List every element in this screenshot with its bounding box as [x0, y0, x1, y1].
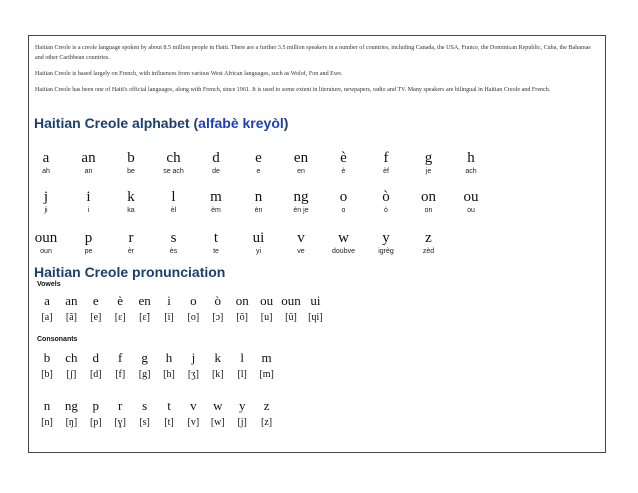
vowel-letter: è [117, 293, 124, 308]
alphabet-letter-name: ka [127, 207, 135, 214]
alphabet-letter: ng [293, 189, 309, 205]
consonant-ipa: [t] [164, 417, 174, 428]
consonant-ipa: [k] [211, 369, 224, 380]
vowel-ipa: [õ] [236, 312, 249, 323]
alphabet-cell [409, 230, 449, 256]
alphabet-cell [366, 150, 406, 176]
consonants-label: Consonants [37, 336, 78, 343]
consonant-letter: h [165, 350, 173, 365]
consonant-letter: l [240, 350, 244, 365]
alphabet-cell [324, 150, 364, 176]
vowel-ipa: [ɛ] [114, 312, 126, 323]
alphabet-letter: t [213, 230, 219, 246]
consonant-ipa: [z] [261, 417, 273, 428]
alphabet-letter-name: èl [170, 207, 177, 214]
vowel-ipa: [o] [187, 312, 200, 323]
vowel-letter: e [92, 293, 99, 308]
alphabet-letter-name: pe [84, 248, 93, 255]
alphabet-letter: oun [34, 230, 58, 246]
alphabet-letter: a [42, 150, 50, 166]
alphabet-cell [111, 150, 151, 176]
alphabet-letter: e [255, 150, 262, 166]
alphabet-letter-name: èr [127, 248, 135, 255]
alphabet-cell [324, 230, 364, 256]
consonant-letter: n [43, 398, 51, 413]
consonant-ipa: [v] [187, 417, 200, 428]
alphabet-cell [281, 230, 321, 256]
alphabet-cell [196, 189, 236, 215]
consonant-letter: t [167, 398, 171, 413]
vowel-ipa: [ã] [65, 312, 77, 323]
alphabet-letter-name: è [341, 168, 346, 175]
alphabet-cell [154, 150, 194, 176]
vowel-letter: ui [310, 293, 321, 308]
consonant-ipa: [w] [210, 417, 225, 428]
alphabet-letter-name: ès [169, 248, 178, 255]
alphabet-heading-native: alfabè kreyòl [198, 115, 284, 131]
alphabet-cell [239, 230, 279, 256]
alphabet-letter: i [86, 189, 91, 205]
alphabet-cell [281, 150, 321, 176]
alphabet-letter-name: ah [42, 168, 50, 175]
vowel-ipa: [a] [41, 312, 53, 323]
alphabet-cell [26, 230, 66, 256]
vowel-letter: i [167, 293, 171, 308]
alphabet-letter: g [424, 150, 433, 166]
alphabet-letter: p [84, 230, 93, 246]
vowel-ipa: [ũ] [285, 312, 297, 323]
alphabet-letter-name: igrèg [378, 248, 394, 255]
alphabet-cell [69, 189, 109, 215]
consonant-letter: b [43, 350, 51, 365]
alphabet-letter: è [340, 150, 347, 166]
consonant-ipa: [h] [163, 369, 175, 380]
alphabet-letter-name: on [424, 207, 433, 214]
alphabet-letter-name: te [213, 248, 219, 255]
vowel-letter: en [138, 293, 151, 308]
vowels-label: Vowels [37, 281, 61, 288]
consonant-letter: ng [64, 398, 78, 413]
alphabet-letter-name: e [256, 168, 261, 175]
alphabet-letter-name: èn je [293, 207, 309, 214]
alphabet-letter: on [421, 189, 436, 205]
vowel-letter: an [65, 293, 78, 308]
consonant-letter: s [142, 398, 148, 413]
alphabet-letter: ou [463, 189, 479, 205]
consonant-cell [253, 350, 281, 381]
alphabet-letter-name: se ach [163, 168, 184, 175]
vowel-letter: o [190, 293, 197, 308]
alphabet-cell [324, 189, 364, 215]
alphabet-letter-name: ve [297, 248, 305, 255]
vowel-letter: a [44, 293, 50, 308]
pronunciation-heading: Haitian Creole pronunciation [34, 264, 226, 280]
consonant-ipa: [ɣ] [114, 417, 127, 428]
consonant-ipa: [s] [139, 417, 150, 428]
consonant-letter: y [238, 398, 246, 413]
consonant-ipa: [b] [41, 369, 53, 380]
alphabet-letter: j [43, 189, 49, 205]
alphabet-letter: b [127, 150, 135, 166]
alphabet-letter: k [127, 189, 135, 205]
alphabet-letter-name: yi [255, 248, 262, 255]
alphabet-cell [366, 230, 406, 256]
consonant-letter: j [191, 350, 196, 365]
consonant-ipa: [m] [259, 369, 274, 380]
alphabet-heading-suffix: ) [283, 115, 289, 131]
alphabet-cell [409, 150, 449, 176]
alphabet-letter-name: je [425, 168, 432, 175]
alphabet-cell [69, 230, 109, 256]
alphabet-letter: ui [252, 230, 265, 246]
vowel-ipa: [e] [90, 312, 102, 323]
alphabet-letter: m [210, 189, 222, 205]
document-frame [28, 35, 606, 453]
alphabet-cell [366, 189, 406, 215]
alphabet-letter-name: be [127, 168, 135, 175]
alphabet-cell [451, 189, 491, 215]
consonant-ipa: [f] [115, 369, 126, 380]
alphabet-cell [239, 150, 279, 176]
consonant-ipa: [l] [237, 369, 247, 380]
consonant-letter: g [141, 350, 148, 365]
consonant-letter: d [92, 350, 100, 365]
alphabet-cell [26, 189, 66, 215]
consonant-ipa: [ʃ] [66, 369, 77, 380]
intro-paragraph: Haitian Creole is a creole language spoken by about 8.5 million people in Haiti. There are a further 3.5 million speakers in a number of countries, including Canada, the USA, France, the Dominican Republic, Cuba, the Bahamas and other Caribbean countries. [35, 45, 591, 61]
alphabet-cell [196, 230, 236, 256]
alphabet-cell [111, 230, 151, 256]
alphabet-letter-name: èm [211, 207, 221, 214]
alphabet-letter: d [212, 150, 220, 166]
alphabet-cell [239, 189, 279, 215]
alphabet-heading-prefix: Haitian Creole alphabet ( [34, 115, 199, 131]
alphabet-letter: ò [382, 189, 390, 205]
consonant-ipa: [n] [41, 417, 53, 428]
consonant-cell [253, 398, 281, 429]
consonant-letter: v [190, 398, 197, 413]
alphabet-letter-name: doubve [332, 248, 355, 255]
vowel-ipa: [i] [164, 312, 174, 323]
consonant-letter: f [118, 350, 123, 365]
consonant-ipa: [j] [237, 417, 247, 428]
origin-paragraph: Haitian Creole is based largely on French, with influences from various West African languages, such as Wolof, Fon and Ewe. [35, 71, 343, 77]
vowel-letter: ou [260, 293, 274, 308]
alphabet-letter: an [81, 150, 96, 166]
vowel-ipa: [ɔ] [212, 312, 224, 323]
alphabet-letter: w [338, 230, 349, 246]
alphabet-letter: en [293, 150, 309, 166]
alphabet-cell [69, 150, 109, 176]
vowel-ipa: [ɥi] [308, 312, 323, 323]
alphabet-letter: o [339, 189, 348, 205]
alphabet-letter: l [171, 189, 176, 205]
consonant-letter: m [261, 350, 272, 365]
consonant-letter: r [118, 398, 123, 413]
consonant-ipa: [ŋ] [65, 417, 78, 428]
alphabet-letter-name: de [212, 168, 220, 175]
alphabet-letter: n [254, 189, 263, 205]
consonant-letter: w [213, 398, 223, 413]
consonant-ipa: [p] [89, 417, 102, 428]
alphabet-cell [26, 150, 66, 176]
alphabet-cell [111, 189, 151, 215]
alphabet-letter: r [128, 230, 134, 246]
consonant-ipa: [d] [89, 369, 102, 380]
vowel-letter: oun [281, 293, 301, 308]
alphabet-letter-name: ò [384, 207, 388, 214]
consonant-ipa: [g] [138, 369, 151, 380]
vowel-cell [301, 293, 329, 324]
alphabet-letter-name: i [87, 207, 90, 214]
alphabet-letter-name: èn [254, 207, 263, 214]
alphabet-heading [34, 115, 288, 131]
vowel-ipa: [u] [260, 312, 273, 323]
consonant-letter: z [263, 398, 270, 413]
alphabet-letter: h [467, 150, 475, 166]
vowel-ipa: [ɛ̃] [139, 312, 151, 323]
alphabet-letter-name: o [341, 207, 346, 214]
alphabet-letter: v [297, 230, 305, 246]
alphabet-letter-name: ji [44, 207, 48, 214]
alphabet-letter-name: ou [467, 207, 475, 214]
consonant-letter: k [214, 350, 222, 365]
alphabet-cell [451, 150, 491, 176]
alphabet-letter-name: oun [40, 248, 52, 255]
alphabet-letter: z [425, 230, 432, 246]
alphabet-letter-name: zèd [422, 248, 435, 255]
alphabet-cell [154, 230, 194, 256]
status-paragraph: Haitian Creole has been one of Haiti's official languages, along with French, since 1961. It is used to some extent in literature, newpapers, radio and TV. Many speakers are bilingual in Haitian Creole and French. [35, 87, 551, 93]
alphabet-letter-name: èf [383, 168, 389, 175]
alphabet-cell [196, 150, 236, 176]
alphabet-cell [154, 189, 194, 215]
alphabet-letter: f [383, 150, 389, 166]
consonant-letter: p [92, 398, 100, 413]
alphabet-letter-name: ach [465, 168, 477, 175]
alphabet-letter-name: en [297, 168, 305, 175]
alphabet-letter: s [170, 230, 177, 246]
alphabet-letter-name: an [84, 168, 93, 175]
alphabet-letter: ch [166, 150, 181, 166]
consonant-letter: ch [65, 350, 78, 365]
vowel-letter: on [235, 293, 249, 308]
vowel-letter: ò [214, 293, 222, 308]
alphabet-cell [281, 189, 321, 215]
alphabet-letter: y [382, 230, 390, 246]
alphabet-cell [409, 189, 449, 215]
consonant-ipa: [ʒ] [187, 369, 199, 380]
